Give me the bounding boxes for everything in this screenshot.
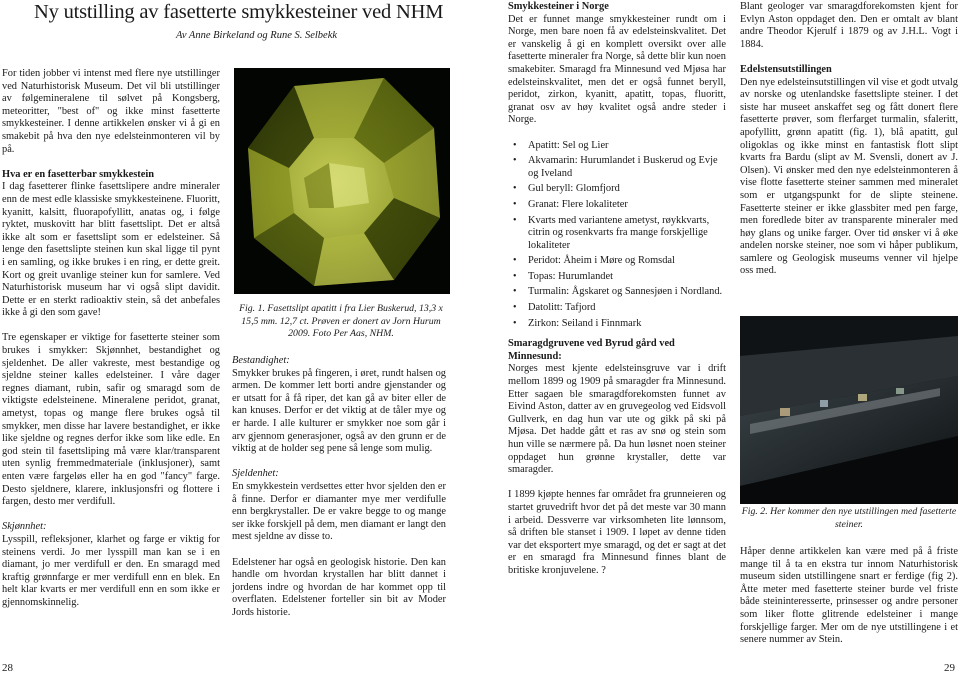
column-4-bottom	[740, 546, 958, 659]
paragraph: I 1899 kjøpte hennes far området fra grunneieren og startet gruvedrift hvor det på det meste var 30 mann i arbeid. Dessverre var virksomheten lite lønnsom, så driften ble stanset i 1909. I løpet av denne tiden var det eksportert mye smaragd, og det er sagt at det er en smaragd fra Minnesund finnes blant de britiske kronjuvelene. ?	[508, 489, 726, 576]
faceted-apatite-image	[234, 68, 450, 294]
section-heading-edelstensutstillingen: Edelstensutstillingen	[740, 63, 832, 75]
list-item: • Granat: Flere lokaliteter	[528, 199, 726, 212]
section-heading-fasetterbar: Hva er en fasetterbar smykkestein	[2, 168, 154, 180]
paragraph: Håper denne artikkelen kan være med på å friste mange til å ta en ekstra tur innom Naturhistorisk museum siden utstillingene snart er ferdige (fig 2). Åtte meter med fasetterte steiner burde vel friste både steininteresserte, prinsesser og andre personer som liker flotte glitrende edelsteiner i mange forskjellige farger. Mer om de nye utstillingene i et senere nummer av Stein.	[740, 546, 958, 646]
list-item: • Topas: Hurumlandet	[528, 271, 726, 284]
paragraph: Edelstener har også en geologisk historie. Den kan handle om hvordan krystallen har blitt dannet i jordens indre og hvordan de har kommet opp til overflaten. Edelstener forteller sin bit av Moder Jords historie.	[232, 556, 446, 618]
list-item: • Datolitt: Tafjord	[528, 302, 726, 315]
list-item: • Gul beryll: Glomfjord	[528, 183, 726, 196]
paragraph: Blant geologer var smaragdforekomsten kjent for Evlyn Aston oppdaget den. Den er omtalt av blant andre Theodor Kjerulf i 1879 og av J.H.L. Vogt i 1884.	[740, 1, 958, 50]
section-heading-norge: Smykkesteiner i Norge	[508, 1, 609, 12]
paragraph: En smykkestein verdsettes etter hvor sjelden den er å finne. Derfor er diamanter mye mer verdifulle enn bergkrystaller. De er vakre begge to og mange ser ikke forskjell på dem, men diamant er langt den mest sjeldne av disse to.	[232, 480, 446, 543]
column-2	[232, 355, 446, 632]
intro-paragraph: For tiden jobber vi intenst med flere nye utstillinger ved Naturhistorisk Museum. Det vil bli utstillinger av følgemineralene til sølvet på Kongsberg, meteoritter, "best of" og ikke minst fasetterte smykkesteiner. I denne artikkelen ønsker vi å gi en smakebit på hva den nye edelsteinmonteren vil by på.	[2, 68, 220, 155]
list-item: • Akvamarin: Hurumlandet i Buskerud og Evje og Iveland	[528, 155, 726, 180]
list-item: • Turmalin: Ågskaret og Sannesjøen i Nordland.	[528, 286, 726, 299]
paragraph: Det er funnet mange smykkesteiner rundt om i Norge, men bare noen få av edelsteinskvalitet. Det er vanskelig å gi en komplett oversikt over alle fasetterte mineraler fra Norge, så dette blir kun noen smakebiter. Smaragd fra Minnesund ved Mjøsa har edelsteinskvalitet, men det er også funnet beryll, peridot, zirkon, kyanitt, apatitt, topas, fluoritt, granat osv av høy kvalitet også andre steder i Norge.	[508, 13, 726, 126]
page-number-right: 29	[944, 662, 955, 674]
article-title: Ny utstilling av fasetterte smykkesteiner ved NHM	[34, 1, 444, 23]
list-item: • Peridot: Åheim i Møre og Romsdal	[528, 255, 726, 268]
paragraph: Den nye edelsteinsutstillingen vil vise et godt utvalg av norske og utenlandske fasettslipte steiner. I det siste har museet anskaffet seg og fått donert flere fasetterte prøver, som flerfarget turmalin, sfaleritt, apofyllitt, grønn apatitt (fig. 1), blå apatitt, gul oligoklas og ikke minst en fantastisk flott slipt kvarts fra Bardu (slipt av M. Svensli, donert av J. Olsen). Vi ønsker med den nye edelsteinmonteren å vise flotte fasetterte steiner sammen med mineralet som er utgangspunkt for de slipte steinene. Fasetterte steiner er ikke glassbiter med pen farge, men foredlede biter av transparente mineraler med høy glans og unike farger. Over tid ønsker vi å øke andelen norske steiner, noe som vi håper publikum, samlere og Geologisk museums venner vil hjelpe oss med.	[740, 76, 958, 277]
subheading-skjonnhet: Skjønnhet:	[2, 521, 47, 533]
paragraph: I dag fasetterer flinke fasettslipere andre mineraler enn de mest edle klassiske smykkesteinene. Fluoritt, kyanitt, kalsitt, fluorapofyllitt, anatas og, i følge ryktet, muskovitt har blitt fasettslipt. Det er altså ikke alt som er fasettslipt som er edelsteiner. Så lenge den fasettslipte steinen kun skal ligge til pynt i en samling, og ikke brukes i en ring, er dette greit. Kort og greit uvanlige steiner kun for samlere. Ved Naturhistorisk museum har vi også slipt davidit. Dette er en sterkt radioaktiv stein, så det anbefales ikke å gi den som gave!	[2, 181, 220, 319]
figure-2-exhibition-photo	[740, 316, 958, 504]
list-item: • Apatitt: Sel og Lier	[528, 140, 726, 153]
paragraph: Norges mest kjente edelsteinsgruve var i drift mellom 1899 og 1909 på smaragder fra Minnesund. Etter sagaen ble smaragdforekomsten funnet av Eivind Aston, datter av en gruvegeolog ved Eidsvoll Gullverk, en dag hun var ute og gikk på ski på Mjøsa. Det hadde gått et ras av snø og stein som hun ville se nærmere på. Da hun løsnet noen steiner oppdaget hun grønne krystaller, dette var smaragder.	[508, 363, 726, 476]
paragraph: Tre egenskaper er viktige for fasetterte steiner som brukes i smykker: Skjønnhet, bestandighet og sjeldenhet. De aller vakreste, mest bestandige og sjeldne steiner kalles edelsteiner. I våre dager regnes diamant, rubin, safir og smaragd som de viktigste edelsteinene. Mineralene peridot, granat, ametyst, topas og mange flere brukes også til smykker, men disse har lavere bestandighet, er ikke like sjeldne og regnes derfor ikke som like edle. En god stein til fasettsliping må være klar/transparent uten synlig fremmedmateriale (inklusjoner), samt enten være fargeløs eller ha en god "fancy" farge. Desto sjeldnere, klarere, inklusjonsfri og flottere i fargen, desto mer verdifull.	[2, 332, 220, 508]
column-1	[2, 68, 220, 622]
figure-2-caption: Fig. 2. Her kommer den nye utstillingen med fasetterte steiner.	[741, 506, 957, 530]
locality-list	[508, 140, 726, 331]
paragraph: Lysspill, refleksjoner, klarhet og farge er viktig for steinens verdi. Jo mer lysspill man kan se i en diamant, jo mer verdifull er den. En smaragd med kraftig grønnfarge er mer verdifull enn en blek. En helt klar kvarts er mer verdifull enn en som ikke er gjennomskinnelig.	[2, 533, 220, 608]
figure-1-gem-photo	[234, 68, 450, 294]
article-byline: Av Anne Birkeland og Rune S. Selbekk	[176, 30, 338, 41]
subheading-bestandighet: Bestandighet:	[232, 355, 290, 366]
column-3	[508, 1, 726, 590]
page-number-left: 28	[2, 662, 13, 674]
figure-1-caption: Fig. 1. Fasettslipt apatitt i fra Lier Buskerud, 13,3 x 15,5 mm. 12,7 ct. Prøven er donert av Jorn Hurum 2009. Foto Per Aas, NHM.	[239, 303, 443, 340]
list-item: • Zirkon: Seiland i Finnmark	[528, 318, 726, 331]
exhibition-case-image	[740, 316, 958, 504]
paragraph: Smykker brukes på fingeren, i øret, rundt halsen og armen. De kommer lett borti andre gjenstander og er utsatt for å få riper, det kan gå av biter eller de kan knuses. Derfor er det viktig at de tåler mye og er harde. I alle kulturer er smykker noe som går i arv gjennom generasjoner, også av den grunn er de viktig at de holder seg pene så lenge som mulig.	[232, 367, 446, 455]
subheading-sjeldenhet: Sjeldenhet:	[232, 468, 279, 480]
list-item: • Kvarts med variantene ametyst, røykkvarts, citrin og rosenkvarts fra mange forskjellige lokaliteter	[528, 215, 726, 253]
column-4	[740, 1, 958, 291]
section-heading-smaragdgruvene: Smaragdgruvene ved Byrud gård ved Minnesund:	[508, 338, 675, 362]
